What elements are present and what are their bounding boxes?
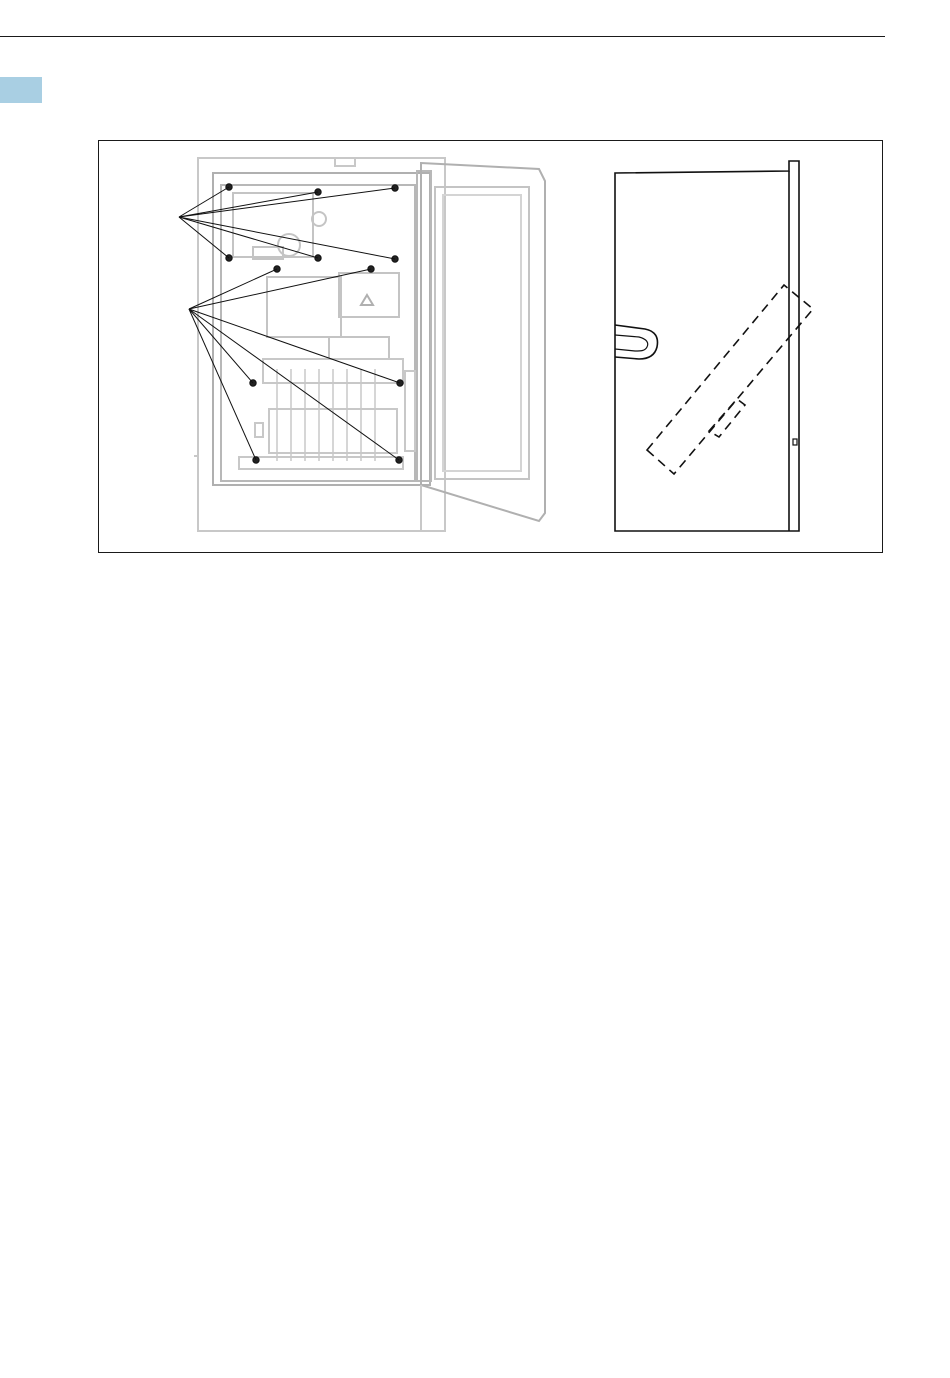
side-terminal-strip — [405, 371, 415, 451]
figure-frame — [98, 140, 883, 553]
swing-dashed-outline — [647, 285, 813, 474]
warning-triangle — [361, 295, 373, 305]
housing-outline — [198, 158, 445, 531]
figure-drawing — [99, 141, 884, 554]
handle-outline — [615, 325, 658, 359]
chapter-tab — [0, 77, 42, 103]
side-clip — [255, 423, 263, 437]
leader-lines-group-1 — [179, 187, 395, 259]
enclosure-front-view — [194, 158, 545, 531]
handle-inner — [615, 335, 648, 351]
door-outline — [421, 163, 545, 521]
side-profile-outline — [615, 161, 799, 531]
door-window-inner — [443, 195, 521, 471]
chassis-plate — [221, 185, 415, 481]
housing-lug — [335, 158, 355, 166]
door-hinge — [417, 171, 431, 481]
screw-set — [226, 184, 403, 463]
cable-gland — [312, 212, 326, 226]
module-label-area — [329, 337, 389, 359]
enclosure-side-view — [615, 161, 799, 531]
door-swing-envelope — [647, 285, 813, 474]
header-rule — [0, 36, 885, 37]
bottom-rail — [239, 457, 403, 469]
module-middle — [267, 277, 341, 337]
swing-dashed-handle — [709, 399, 745, 437]
module-right — [339, 273, 399, 317]
hinge-pin — [793, 439, 797, 445]
door-window — [435, 187, 529, 479]
